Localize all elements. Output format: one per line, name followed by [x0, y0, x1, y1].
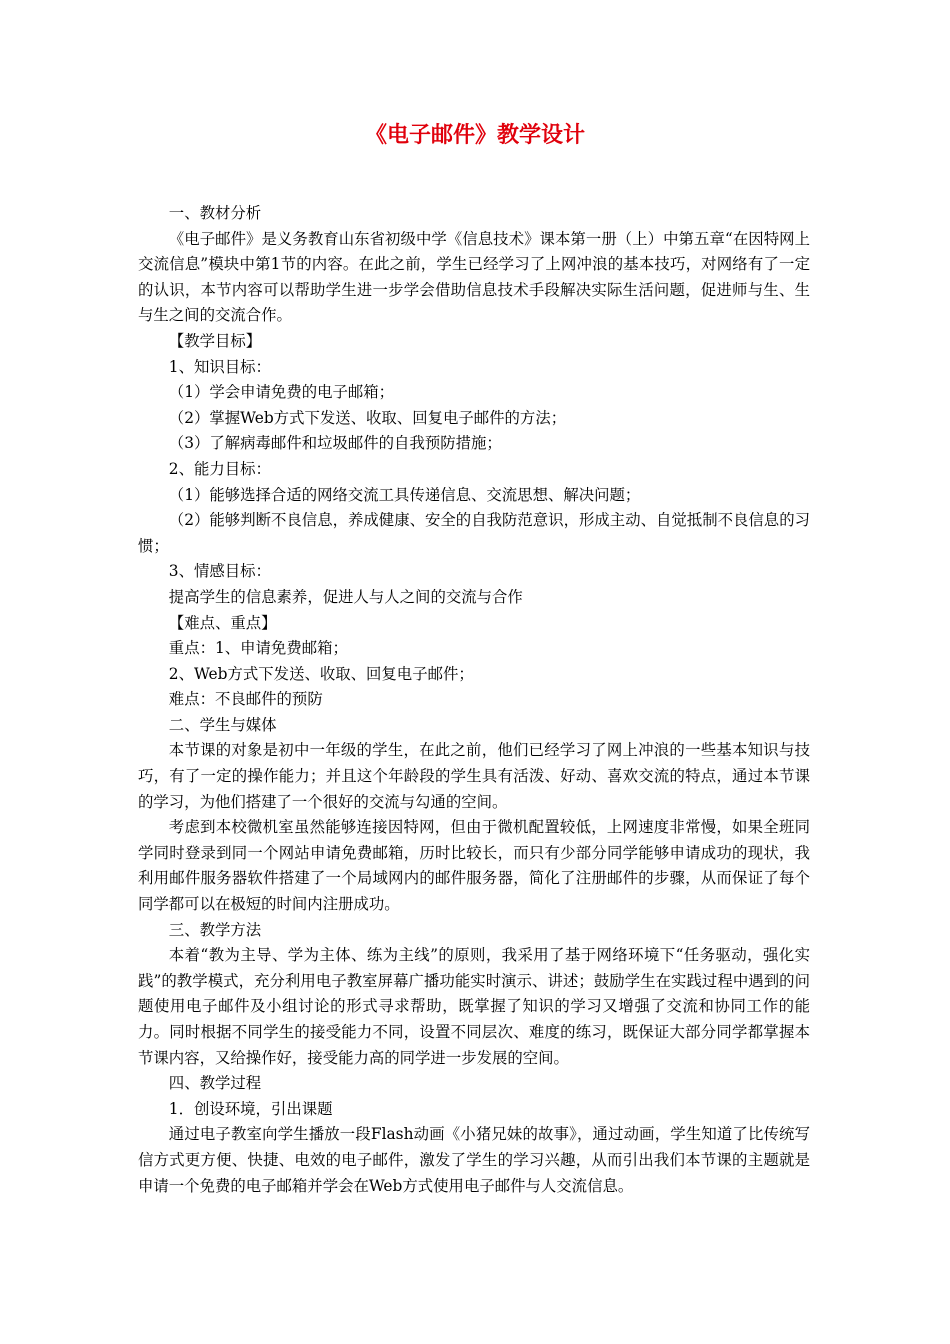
- document-title: 《电子邮件》教学设计: [364, 123, 585, 148]
- paragraph: 提高学生的信息素养，促进人与人之间的交流与合作: [168, 587, 523, 606]
- document-body: [138, 201, 810, 1199]
- paragraph: 本节课的对象是初中一年级的学生，在此之前，他们已经学习了网上冲浪的一些基本知识与技巧，有了一定的操作能力；并且这个年龄段的学生具有活泼、好动、喜欢交流的特点，通过本节课的学习，为他们搭建了一个很好的交流与勾通的空间。: [138, 741, 810, 811]
- paragraph: 一、教材分析: [168, 204, 262, 222]
- paragraph: 《电子邮件》是义务教育山东省初级中学《信息技术》课本第一册（上）中第五章“在因特网上交流信息”模块中第1节的内容。在此之前，学生已经学习了上网冲浪的基本技巧，对网络有了一定的认识，本节内容可以帮助学生进一步学会借助信息技术手段解决实际生活问题，促进师与生、生与生之间的交流合作。: [138, 229, 810, 325]
- paragraph: 1、知识目标：: [168, 357, 271, 376]
- paragraph: 3、情感目标：: [168, 562, 271, 581]
- paragraph: （3）了解病毒邮件和垃圾邮件的自我预防措施；: [168, 434, 502, 453]
- paragraph: 难点：不良邮件的预防: [168, 690, 323, 709]
- paragraph: 1．创设环境，引出课题: [168, 1099, 333, 1118]
- paragraph: 二、学生与媒体: [168, 715, 277, 734]
- paragraph: 2、Web方式下发送、收取、回复电子邮件；: [168, 664, 474, 683]
- paragraph: 【难点、重点】: [168, 613, 277, 632]
- paragraph: 重点：1、申请免费邮箱；: [168, 639, 348, 658]
- paragraph: 考虑到本校微机室虽然能够连接因特网，但由于微机配置较低，上网速度非常慢，如果全班同学同时登录到同一个网站申请免费邮箱，历时比较长，而只有少部分同学能够申请成功的现状，我利用邮件服务器软件搭建了一个局域网内的邮件服务器，简化了注册邮件的步骤，从而保证了每个同学都可以在极短的时间内注册成功。: [138, 818, 810, 914]
- paragraph: 【教学目标】: [168, 331, 262, 350]
- paragraph: （1）能够选择合适的网络交流工具传递信息、交流思想、解决问题；: [168, 485, 641, 504]
- paragraph: 通过电子教室向学生播放一段Flash动画《小猪兄妹的故事》，通过动画，学生知道了比传统写信方式更方便、快捷、电效的电子邮件，激发了学生的学习兴趣，从而引出我们本节课的主题就是申请一个免费的电子邮箱并学会在Web方式使用电子邮件与人交流信息。: [138, 1125, 810, 1195]
- paragraph: 2、能力目标：: [168, 459, 271, 478]
- paragraph: 三、教学方法: [168, 920, 262, 939]
- paragraph: 四、教学过程: [168, 1074, 262, 1093]
- paragraph: （1）学会申请免费的电子邮箱；: [168, 383, 395, 402]
- paragraph: （2）能够判断不良信息，养成健康、安全的自我防范意识，形成主动、自觉抵制不良信息的习惯；: [138, 511, 810, 555]
- paragraph: 本着“教为主导、学为主体、练为主线”的原则，我采用了基于网络环境下“任务驱动，强化实践”的教学模式，充分利用电子教室屏幕广播功能实时演示、讲述；鼓励学生在实践过程中遇到的问题使用电子邮件及小组讨论的形式寻求帮助，既掌握了知识的学习又增强了交流和协同工作的能力。同时根据不同学生的接受能力不同，设置不同层次、难度的练习，既保证大部分同学都掌握本节课内容，又给操作好，接受能力高的同学进一步发展的空间。: [138, 946, 810, 1067]
- paragraph: （2）掌握Web方式下发送、收取、回复电子邮件的方法；: [168, 408, 567, 427]
